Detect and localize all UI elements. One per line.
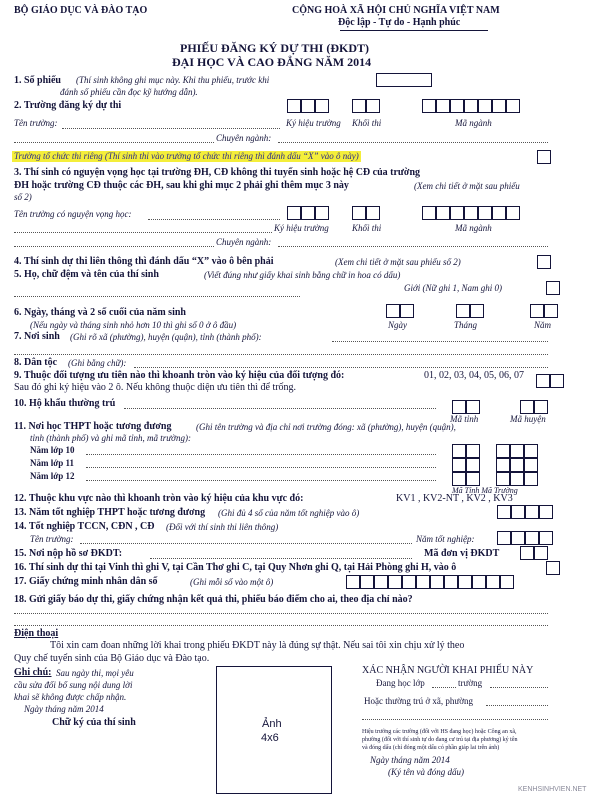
ten-truong-label: Tên trường: xyxy=(14,118,58,128)
code-box[interactable] xyxy=(422,206,436,220)
nam-tn14-box[interactable] xyxy=(497,531,511,545)
ten-truong-nv-label: Tên trường có nguyện vọng học: xyxy=(14,209,132,219)
code-box[interactable] xyxy=(287,99,301,113)
date-box[interactable] xyxy=(386,304,400,318)
ma-huyen-box[interactable] xyxy=(534,400,548,414)
lop-12-label: Năm lớp 12 xyxy=(30,471,75,481)
chuyen-nganh-line[interactable] xyxy=(278,142,548,143)
cmnd-box[interactable] xyxy=(472,575,486,589)
grid-box[interactable] xyxy=(466,458,480,472)
truong-rieng-checkbox[interactable] xyxy=(537,150,551,164)
code-box[interactable] xyxy=(315,99,329,113)
dang-hoc-line[interactable] xyxy=(432,687,456,688)
code-box[interactable] xyxy=(464,206,478,220)
ma-tinh-box[interactable] xyxy=(466,400,480,414)
ghi-chu-line3: khai sẽ không được chấp nhận. xyxy=(14,692,127,702)
item-11-note2: tỉnh (thành phố) và ghi mã tỉnh, mã trường): xyxy=(30,433,191,443)
dia-chi-line[interactable] xyxy=(14,613,548,614)
fine-print-1: Hiệu trưởng các trường (đối với HS đang học) hoặc Công an xã, xyxy=(362,729,517,735)
cmnd-box[interactable] xyxy=(444,575,458,589)
ma-tinh-box[interactable] xyxy=(452,400,466,414)
lien-thong-checkbox[interactable] xyxy=(537,255,551,269)
code-box[interactable] xyxy=(464,99,478,113)
item-10-label: 10. Hộ khẩu thường trú xyxy=(14,398,116,409)
ministry-name: BỘ GIÁO DỤC VÀ ĐÀO TẠO xyxy=(14,5,148,16)
code-box[interactable] xyxy=(492,206,506,220)
lop-10-label: Năm lớp 10 xyxy=(30,445,75,455)
date-box[interactable] xyxy=(530,304,544,318)
ghi-chu-line2: cầu sửa đổi bổ sung nội dung lời xyxy=(14,680,133,690)
ma-huyen-box[interactable] xyxy=(520,400,534,414)
cmnd-box[interactable] xyxy=(486,575,500,589)
nam-tn14-box[interactable] xyxy=(539,531,553,545)
grid-box[interactable] xyxy=(510,472,524,486)
grid-box[interactable] xyxy=(524,444,538,458)
item-8-note: (Ghi bằng chữ): xyxy=(68,358,127,368)
ten-truong-14-label: Tên trường: xyxy=(30,534,74,544)
code-box[interactable] xyxy=(352,99,366,113)
gioi-label: Giới (Nữ ghi 1, Nam ghi 0) xyxy=(404,283,502,293)
cmnd-box[interactable] xyxy=(402,575,416,589)
item-18-label: 18. Gửi giấy báo dự thi, giấy chứng nhận kết quả thi, phiếu báo điểm cho ai, theo địa chỉ nào? xyxy=(14,594,413,605)
item-6-label: 6. Ngày, tháng và 2 số cuối của năm sinh xyxy=(14,307,186,318)
code-box[interactable] xyxy=(301,206,315,220)
chuyen-nganh-label: Chuyên ngành: xyxy=(216,133,272,143)
grid-box[interactable] xyxy=(452,472,466,486)
xac-nhan-title: XÁC NHẬN NGƯỜI KHAI PHIẾU NÀY xyxy=(362,665,534,676)
cmnd-box[interactable] xyxy=(500,575,514,589)
thuong-tru-line[interactable] xyxy=(486,705,548,706)
date-box[interactable] xyxy=(470,304,484,318)
dang-hoc-label: Đang học lớp xyxy=(376,678,425,688)
item-8-label: 8. Dân tộc xyxy=(14,357,58,368)
item-17-label: 17. Giấy chứng minh nhân dân số xyxy=(14,576,158,587)
truong-line[interactable] xyxy=(490,687,548,688)
truong-rieng-note: Trường tổ chức thi riêng (Thí sinh thi vào trường tổ chức thi riêng thì đánh dấu “X” vào ô này) xyxy=(14,151,359,161)
khoi-thi-label-2: Khối thi xyxy=(352,223,382,233)
cmnd-box[interactable] xyxy=(458,575,472,589)
ten-truong-line[interactable] xyxy=(62,128,280,129)
code-box[interactable] xyxy=(366,99,380,113)
dan-toc-line[interactable] xyxy=(134,367,548,368)
grid-box[interactable] xyxy=(524,458,538,472)
nam-tn-box[interactable] xyxy=(539,505,553,519)
ma-don-vi-box[interactable] xyxy=(534,546,548,560)
grid-box[interactable] xyxy=(496,472,510,486)
item-3-line2: ĐH hoặc trường CĐ thuộc các ĐH, sau khi ghi mục 2 phải ghi thêm mục 3 này xyxy=(14,180,349,191)
dia-diem-thi-box[interactable] xyxy=(546,561,560,575)
item-14-label: 14. Tốt nghiệp TCCN, CĐN , CĐ xyxy=(14,521,155,532)
nam-tn-box[interactable] xyxy=(497,505,511,519)
grid-box[interactable] xyxy=(496,458,510,472)
dien-thoai-label: Điện thoại xyxy=(14,628,59,639)
item-17-note: (Ghi mỗi số vào một ô) xyxy=(190,577,274,587)
noi-nop-line[interactable] xyxy=(150,558,412,559)
ma-nganh-label-2: Mã ngành xyxy=(455,223,492,233)
form-subtitle: ĐẠI HỌC VÀ CAO ĐẲNG NĂM 2014 xyxy=(172,55,372,69)
item-1-label: 1. Số phiếu xyxy=(14,75,61,86)
item-15-label: 15. Nơi nộp hồ sơ ĐKDT: xyxy=(14,548,123,559)
code-box[interactable] xyxy=(506,206,520,220)
photo-box xyxy=(216,666,332,794)
noi-sinh-line[interactable] xyxy=(332,341,548,342)
item-4-note: (Xem chi tiết ở mặt sau phiếu số 2) xyxy=(335,257,461,267)
noi-sinh-line-2[interactable] xyxy=(14,354,548,355)
gioi-box[interactable] xyxy=(546,281,560,295)
khoi-thi-label: Khối thi xyxy=(352,118,382,128)
fine-print-3: và đóng dấu (chỉ đóng một dấu có phần giáp lai trên ảnh) xyxy=(362,745,500,751)
code-box[interactable] xyxy=(436,99,450,113)
item-2-label: 2. Trường đăng ký dự thi xyxy=(14,100,122,111)
thuong-tru-label: Hoặc thường trú ở xã, phường xyxy=(364,696,474,706)
grid-box[interactable] xyxy=(510,444,524,458)
item-5-note: (Viết đúng như giấy khai sinh bằng chữ in hoa có dấu) xyxy=(204,270,401,280)
code-box[interactable] xyxy=(301,99,315,113)
motto-underline xyxy=(340,30,488,31)
ky-ten-label: (Ký tên và đóng dấu) xyxy=(388,767,464,777)
motto: Độc lập - Tự do - Hạnh phúc xyxy=(338,17,461,28)
ma-nganh-label: Mã ngành xyxy=(455,118,492,128)
code-box[interactable] xyxy=(315,206,329,220)
fine-print-2: phường (đối với thí sinh tự do đang cư trú tại địa phương) ký tên xyxy=(362,737,518,743)
ngay-right: Ngày tháng năm 2014 xyxy=(370,755,450,765)
code-box[interactable] xyxy=(287,206,301,220)
code-box[interactable] xyxy=(450,206,464,220)
code-box[interactable] xyxy=(366,206,380,220)
cam-doan-line1: Tôi xin cam đoan những lời khai trong phiếu ĐKDT này là đúng sự thật. Nếu sai tôi xin chịu xử lý theo xyxy=(50,640,465,651)
ghi-chu-line1: Sau ngày thi, mọi yêu xyxy=(56,668,134,678)
item-12-label: 12. Thuộc khu vực nào thì khoanh tròn vào ký hiệu của khu vực đó: xyxy=(14,493,304,504)
thuong-tru-line-2[interactable] xyxy=(362,719,548,720)
uu-tien-box[interactable] xyxy=(550,374,564,388)
item-16-label: 16. Thí sinh dự thi tại Vinh thì ghi V, tại Cần Thơ ghi C, tại Quy Nhơn ghi Q, tại Hải Phòng ghi H, vào ô xyxy=(14,562,457,573)
ngay-label: Ngày xyxy=(388,320,407,330)
item-9-line2: Sau đó ghi ký hiệu vào 2 ô. Nếu không thuộc diện ưu tiên thì để trống. xyxy=(14,382,297,393)
item-1-note2: đánh số phiếu cần đọc kỹ hướng dẫn). xyxy=(60,87,198,97)
item-1-note: (Thí sinh không ghi mục này. Khi thu phiếu, trước khi xyxy=(76,75,270,85)
ho-khau-line[interactable] xyxy=(124,408,436,409)
item-11-label: 11. Nơi học THPT hoặc tương đương xyxy=(14,421,172,432)
so-phieu-box xyxy=(376,73,432,87)
ma-huyen-label: Mã huyện xyxy=(510,414,546,424)
item-9-codes: 01, 02, 03, 04, 05, 06, 07 xyxy=(424,370,524,381)
ky-hieu-truong-label: Ký hiệu trường xyxy=(286,118,341,128)
grid-box[interactable] xyxy=(496,444,510,458)
item-11-note: (Ghi tên trường và địa chỉ nơi trường đóng: xã (phường), huyện (quận), xyxy=(196,422,456,432)
ma-don-vi-label: Mã đơn vị ĐKDT xyxy=(424,548,500,559)
item-14-note: (Đối với thí sinh thi liên thông) xyxy=(166,522,279,532)
code-box[interactable] xyxy=(436,206,450,220)
item-13-note: (Ghi đủ 4 số của năm tốt nghiệp vào ô) xyxy=(218,508,360,518)
lop-11-label: Năm lớp 11 xyxy=(30,458,74,468)
code-box[interactable] xyxy=(422,99,436,113)
cmnd-box[interactable] xyxy=(430,575,444,589)
nam-label: Năm xyxy=(534,320,552,330)
ghi-chu-label: Ghi chú: xyxy=(14,667,52,678)
ma-don-vi-box[interactable] xyxy=(520,546,534,560)
ten-truong-14-line[interactable] xyxy=(80,543,412,544)
ten-truong-line-2[interactable] xyxy=(14,142,214,143)
form-title: PHIẾU ĐĂNG KÝ DỰ THI (ĐKDT) xyxy=(180,41,370,55)
item-9-label: 9. Thuộc đối tượng ưu tiên nào thì khoanh tròn vào ký hiệu của đối tượng đó: xyxy=(14,370,345,381)
ten-truong-nv-line[interactable] xyxy=(148,219,280,220)
date-box[interactable] xyxy=(400,304,414,318)
item-3-note2: số 2) xyxy=(14,192,32,202)
lop-10-line[interactable] xyxy=(86,454,436,455)
item-7-note: (Ghi rõ xã (phường), huyện (quận), tỉnh (thành phố): xyxy=(70,332,262,342)
truong-label: trường xyxy=(458,678,483,688)
ngay-left: Ngày tháng năm 2014 xyxy=(24,704,104,714)
grid-box[interactable] xyxy=(452,458,466,472)
cmnd-box[interactable] xyxy=(388,575,402,589)
nam-tn-box[interactable] xyxy=(525,505,539,519)
item-13-label: 13. Năm tốt nghiệp THPT hoặc tương đương xyxy=(14,507,206,518)
code-box[interactable] xyxy=(478,99,492,113)
date-box[interactable] xyxy=(544,304,558,318)
photo-size: 4x6 xyxy=(261,732,279,744)
nam-tn-box[interactable] xyxy=(511,505,525,519)
thang-label: Tháng xyxy=(454,320,478,330)
item-6-note: (Nếu ngày và tháng sinh nhỏ hơn 10 thì ghi số 0 ở ô đầu) xyxy=(30,320,237,330)
ky-hieu-truong-label-2: Ký hiệu trường xyxy=(274,223,329,233)
grid-box[interactable] xyxy=(466,444,480,458)
code-box[interactable] xyxy=(352,206,366,220)
lop-11-line[interactable] xyxy=(86,467,436,468)
ma-tinh-label: Mã tỉnh xyxy=(450,414,479,424)
grid-box[interactable] xyxy=(452,444,466,458)
item-7-label: 7. Nơi sinh xyxy=(14,331,60,342)
item-4-label: 4. Thí sinh dự thi liên thông thì đánh dấu “X” vào ô bên phải xyxy=(14,256,274,267)
khu-vuc-options[interactable]: KV1 , KV2-NT , KV2 , KV3 xyxy=(396,493,513,504)
chuyen-nganh-line-2a[interactable] xyxy=(14,246,214,247)
nam-tn14-box[interactable] xyxy=(525,531,539,545)
item-3-note: (Xem chi tiết ở mặt sau phiếu xyxy=(414,181,520,191)
republic-name: CỘNG HOÀ XÃ HỘI CHỦ NGHĨA VIỆT NAM xyxy=(292,5,500,16)
cmnd-box[interactable] xyxy=(360,575,374,589)
code-box[interactable] xyxy=(478,206,492,220)
ma-tinh-truong-label: Mã Tỉnh Mã Trường xyxy=(452,486,518,495)
cam-doan-line2: Quy chế tuyển sinh của Bộ Giáo dục và Đào tạo. xyxy=(14,653,210,664)
nam-tot-nghiep-label: Năm tốt nghiệp: xyxy=(416,534,475,544)
cmnd-box[interactable] xyxy=(416,575,430,589)
code-box[interactable] xyxy=(492,99,506,113)
chuyen-nganh-label-2: Chuyên ngành: xyxy=(216,237,272,247)
date-box[interactable] xyxy=(456,304,470,318)
lop-12-line[interactable] xyxy=(86,480,436,481)
cmnd-box[interactable] xyxy=(346,575,360,589)
ten-truong-nv-line-2[interactable] xyxy=(14,232,272,233)
code-box[interactable] xyxy=(450,99,464,113)
nam-tn14-box[interactable] xyxy=(511,531,525,545)
grid-box[interactable] xyxy=(524,472,538,486)
grid-box[interactable] xyxy=(510,458,524,472)
grid-box[interactable] xyxy=(466,472,480,486)
item-3-line1: 3. Thí sinh có nguyện vọng học tại trường ĐH, CĐ không thi tuyển sinh hoặc hệ CĐ của trường xyxy=(14,167,421,178)
cmnd-box[interactable] xyxy=(374,575,388,589)
ho-ten-line[interactable] xyxy=(14,296,300,297)
dia-chi-line-2[interactable] xyxy=(14,625,548,626)
uu-tien-box[interactable] xyxy=(536,374,550,388)
code-box[interactable] xyxy=(506,99,520,113)
item-5-label: 5. Họ, chữ đệm và tên của thí sinh xyxy=(14,269,159,280)
watermark: KENHSINHVIEN.NET xyxy=(518,786,587,793)
chuyen-nganh-line-2[interactable] xyxy=(278,246,548,247)
photo-label: Ảnh xyxy=(262,718,282,730)
chu-ky-label: Chữ ký của thí sinh xyxy=(52,717,136,728)
